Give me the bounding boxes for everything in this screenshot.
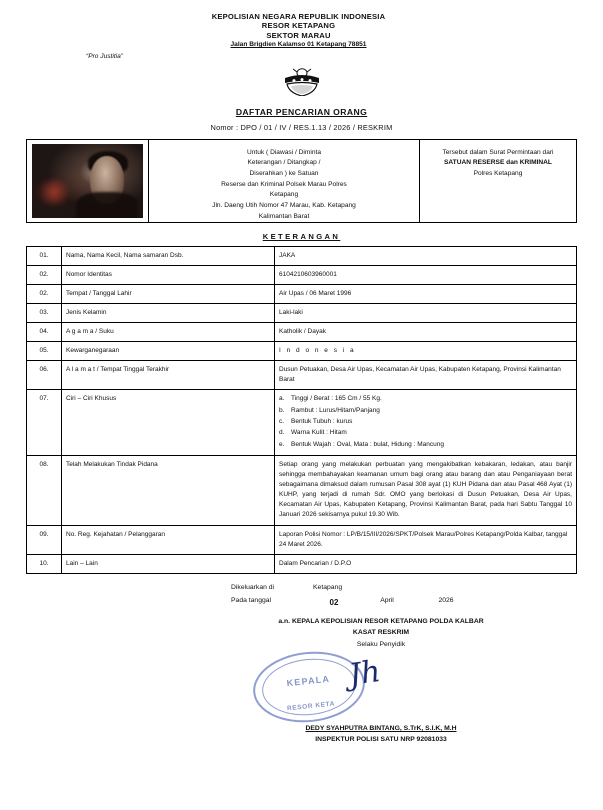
table-row	[27, 361, 577, 390]
ciri-key: b.	[279, 406, 285, 414]
details-table	[26, 246, 577, 574]
ciri-text: Bentuk Wajah : Oval, Mata : bulat, Hidung : Mancung	[291, 440, 444, 448]
intro-right-line: Tersebut dalam Surat Permintaan dari	[442, 148, 554, 156]
ciri-item	[279, 428, 572, 439]
signer-name: DEDY SYAHPUTRA BINTANG, S.TrK, S.I.K, M.H	[305, 725, 457, 733]
intro-mid-line: Untuk ( Diawasi / Diminta	[246, 148, 321, 156]
ciri-item	[279, 440, 572, 451]
intro-right-text	[420, 140, 576, 222]
footer	[26, 582, 577, 746]
row-label: A g a m a / Suku	[62, 322, 275, 341]
photo-glow	[36, 179, 72, 205]
authority-line1: a.n. KEPALA KEPOLISIAN RESOR KETAPANG POLDA KALBAR	[278, 617, 484, 625]
row-number: 10.	[27, 554, 62, 573]
ciri-item	[279, 417, 572, 428]
row-value: Dusun Petuakan, Desa Air Upas, Kecamatan Air Upas, Kabupaten Ketapang, Provinsi Kalimantan Barat	[275, 361, 577, 390]
intro-mid-line: Keterangan / Ditangkap /	[247, 159, 321, 167]
intro-middle-text	[149, 140, 420, 222]
row-label: No. Reg. Kejahatan / Pelanggaran	[62, 525, 275, 554]
handwritten-signature: Jh	[346, 654, 383, 694]
row-number: 02.	[27, 284, 62, 303]
document-number: Nomor : DPO / 01 / IV / RES.1.13 / 2026 / RESKRIM	[210, 122, 393, 132]
table-row	[27, 322, 577, 341]
row-value	[275, 390, 577, 456]
row-label: A l a m a t / Tempat Tinggal Terakhir	[62, 361, 275, 390]
row-value: Laporan Polisi Nomor : LP/B/15/III/2026/SPKT/Polsek Marau/Polres Ketapang/Polda Kalbar, tanggal 24 Maret 2026.	[275, 525, 577, 554]
row-number: 01.	[27, 246, 62, 265]
intro-right-unit: SATUAN RESERSE dan KRIMINAL	[444, 159, 552, 167]
spacer	[305, 582, 313, 595]
issued-day: 02	[329, 597, 339, 607]
issued-month: April	[380, 596, 394, 604]
signature-area	[231, 650, 531, 724]
stamp-top-text: KEPALA	[286, 674, 331, 689]
issued-date-row	[231, 595, 577, 610]
intro-row	[26, 139, 577, 223]
row-value: Setiap orang yang melakukan perbuatan yang mengakibatkan kebakaran, ledakan, atau banjir sehingga membahayakan keamanan umum bagi orang atau barang dan atau Penganiayaan berat sebagaimana dimaksud dalam rumusan Pasal 308 ayat (1) KUH Pidana dan atau Pasal 468 Ayat (1) KUHP, yang terjadi di rumah Sdr. OMO yang berlokasi di Dusun Petuakan, Desa Air Upas, Kecamatan Air Upas, Kabupaten Ketapang, Provinsi Kalimantan Barat, pada hari Sabtu Tanggal 10 Januari 2026 sekisarnya pukul 19.30 Wib.	[275, 456, 577, 525]
crest-container	[26, 66, 577, 101]
page-title: DAFTAR PENCARIAN ORANG	[235, 106, 368, 117]
row-number: 06.	[27, 361, 62, 390]
police-crest-icon	[279, 66, 325, 96]
issued-date-label: Pada tanggal	[231, 596, 272, 604]
ciri-key: e.	[279, 440, 285, 448]
table-row-ciri	[27, 390, 577, 456]
ciri-key: a.	[279, 395, 285, 403]
issued-place-row	[231, 582, 577, 595]
row-value: Air Upas / 06 Maret 1996	[275, 284, 577, 303]
intro-right-office: Polres Ketapang	[473, 170, 523, 178]
authority-line2: KASAT RESKRIM	[352, 629, 410, 637]
table-row	[27, 246, 577, 265]
row-number: 05.	[27, 342, 62, 361]
intro-mid-line: Diserahkan ) ke Satuan	[249, 170, 319, 178]
letterhead	[20, 12, 577, 50]
issued-year: 2026	[438, 596, 454, 604]
ciri-item	[279, 394, 572, 405]
row-label: Ciri – Ciri Khusus	[62, 390, 275, 456]
row-label: Nama, Nama Kecil, Nama samaran Dsb.	[62, 246, 275, 265]
issued-place-value: Ketapang	[313, 583, 343, 591]
row-label: Lain – Lain	[62, 554, 275, 573]
row-value: Katholik / Dayak	[275, 322, 577, 341]
stamp-bottom-text: RESOR KETA	[286, 700, 336, 713]
row-number: 03.	[27, 303, 62, 322]
table-row-reg	[27, 525, 577, 554]
intro-mid-line: Reserse dan Kriminal Polsek Marau Polres	[221, 180, 347, 188]
row-label: Jenis Kelamin	[62, 303, 275, 322]
pro-justitia-label: “Pro Justitia”	[86, 52, 124, 60]
row-label: Tempat / Tanggal Lahir	[62, 284, 275, 303]
signer-block	[231, 724, 531, 746]
ciri-item	[279, 406, 572, 417]
section-title-keterangan: KETERANGAN	[262, 231, 341, 241]
authority-block	[231, 616, 531, 651]
ciri-text: Warna Kulit : Hitam	[291, 429, 347, 437]
agency-name-line2: RESOR KETAPANG	[261, 21, 336, 31]
title-block	[26, 102, 577, 132]
table-row-pidana	[27, 456, 577, 525]
ciri-key: d.	[279, 429, 285, 437]
intro-mid-line: Kalimantan Barat	[258, 212, 310, 220]
photo-body	[76, 192, 138, 218]
row-label: Telah Melakukan Tindak Pidana	[62, 456, 275, 525]
intro-mid-line: Ketapang	[269, 191, 299, 199]
row-number: 07.	[27, 390, 62, 456]
table-row	[27, 284, 577, 303]
row-value: Dalam Pencarian / D.P.O	[275, 554, 577, 573]
agency-address: Jalan Brigdien Kalamso 01 Ketapang 78851	[230, 41, 367, 49]
row-label: Kewarganegaraan	[62, 342, 275, 361]
row-value: I n d o n e s i a	[275, 342, 577, 361]
suspect-photo	[32, 144, 143, 218]
ciri-text: Rambut : Lurus/Hitam/Panjang	[291, 406, 380, 414]
ciri-text: Tinggi / Berat : 165 Cm / 55 Kg.	[291, 395, 382, 403]
ciri-list	[279, 394, 572, 451]
table-row	[27, 342, 577, 361]
issued-place-label: Dikeluarkan di	[231, 583, 275, 591]
ciri-key: c.	[279, 417, 285, 425]
row-value: 6104210603960001	[275, 265, 577, 284]
agency-name-line1: KEPOLISIAN NEGARA REPUBLIK INDONESIA	[211, 12, 386, 21]
row-label: Nomor Identitas	[62, 265, 275, 284]
photo-cell	[27, 140, 149, 222]
issued-date-value	[313, 595, 473, 610]
authority-line3: Selaku Penyidik	[356, 640, 406, 648]
row-value: JAKA	[275, 246, 577, 265]
table-row	[27, 303, 577, 322]
ciri-text: Bentuk Tubuh : kurus	[291, 417, 353, 425]
agency-name-line3: SEKTOR MARAU	[266, 30, 331, 40]
spacer	[305, 595, 313, 610]
row-number: 02.	[27, 265, 62, 284]
row-number: 08.	[27, 456, 62, 525]
intro-mid-line: Jln. Daeng Utih Nomor 47 Marau, Kab. Ketapang	[212, 202, 356, 210]
row-value: Laki-laki	[275, 303, 577, 322]
table-row	[27, 265, 577, 284]
row-number: 04.	[27, 322, 62, 341]
issue-block	[231, 582, 577, 610]
table-row-lain	[27, 554, 577, 573]
row-number: 09.	[27, 525, 62, 554]
signer-rank: INSPEKTUR POLISI SATU NRP 92081033	[315, 736, 447, 744]
